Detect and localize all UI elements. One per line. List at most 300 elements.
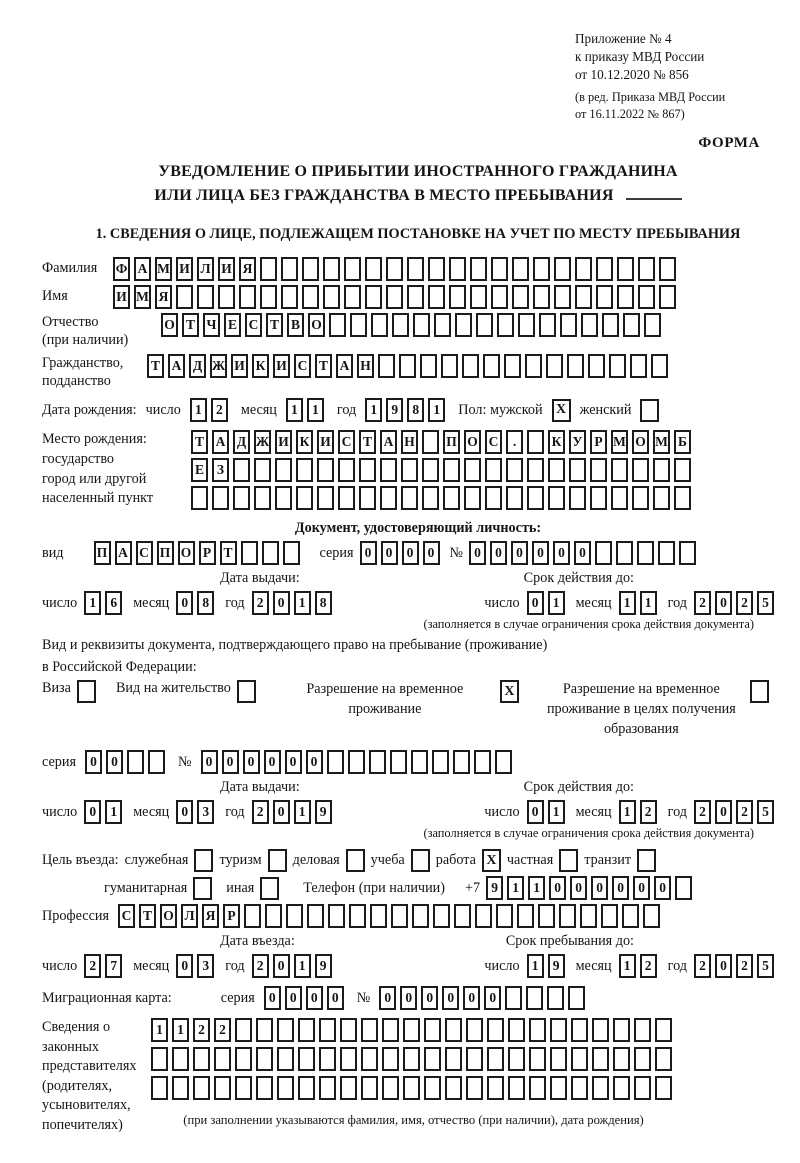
char-box[interactable] [487, 1018, 504, 1042]
char-box[interactable] [504, 354, 521, 378]
char-box[interactable]: 1 [527, 954, 544, 978]
char-box[interactable] [235, 1047, 252, 1071]
char-box[interactable] [328, 904, 345, 928]
char-box[interactable]: 0 [379, 986, 396, 1010]
char-box[interactable] [571, 1018, 588, 1042]
char-box[interactable]: 9 [548, 954, 565, 978]
char-box[interactable] [361, 1076, 378, 1100]
char-box[interactable]: У [569, 430, 586, 454]
char-box[interactable] [533, 257, 550, 281]
char-box[interactable]: 0 [106, 750, 123, 774]
char-box[interactable]: 0 [527, 800, 544, 824]
char-box[interactable] [260, 285, 277, 309]
char-box[interactable] [496, 904, 513, 928]
char-box[interactable] [176, 285, 193, 309]
char-box[interactable] [344, 285, 361, 309]
char-box[interactable]: 0 [285, 986, 302, 1010]
char-box[interactable]: 8 [407, 398, 424, 422]
char-box[interactable] [445, 1018, 462, 1042]
char-box[interactable]: 1 [151, 1018, 168, 1042]
char-box[interactable] [476, 313, 493, 337]
char-box[interactable] [361, 1047, 378, 1071]
char-box[interactable]: Д [233, 430, 250, 454]
char-box[interactable] [390, 750, 407, 774]
char-box[interactable]: 0 [306, 750, 323, 774]
char-box[interactable]: 5 [757, 591, 774, 615]
char-box[interactable]: С [118, 904, 135, 928]
char-box[interactable]: 8 [315, 591, 332, 615]
char-box[interactable] [151, 1047, 168, 1071]
char-box[interactable] [197, 285, 214, 309]
char-box[interactable]: 0 [306, 986, 323, 1010]
char-box[interactable]: Т [191, 430, 208, 454]
char-box[interactable]: 2 [640, 954, 657, 978]
char-box[interactable]: П [157, 541, 174, 565]
char-box[interactable] [277, 1076, 294, 1100]
char-box[interactable] [517, 904, 534, 928]
char-box[interactable]: 0 [176, 800, 193, 824]
char-box[interactable] [403, 1076, 420, 1100]
char-box[interactable] [590, 486, 607, 510]
char-box[interactable] [214, 1076, 231, 1100]
char-box[interactable] [613, 1076, 630, 1100]
char-box[interactable] [533, 285, 550, 309]
purpose-study-checkbox[interactable] [411, 849, 430, 872]
char-box[interactable]: П [443, 430, 460, 454]
char-box[interactable] [601, 904, 618, 928]
char-box[interactable] [454, 904, 471, 928]
char-box[interactable] [424, 1047, 441, 1071]
char-box[interactable] [464, 486, 481, 510]
char-box[interactable]: 0 [633, 876, 650, 900]
char-box[interactable]: О [632, 430, 649, 454]
char-box[interactable]: 1 [507, 876, 524, 900]
char-box[interactable]: М [134, 285, 151, 309]
char-box[interactable] [283, 541, 300, 565]
char-box[interactable] [623, 313, 640, 337]
char-box[interactable] [265, 904, 282, 928]
char-box[interactable]: 0 [442, 986, 459, 1010]
char-box[interactable] [235, 1076, 252, 1100]
char-box[interactable]: 0 [176, 591, 193, 615]
char-box[interactable] [609, 354, 626, 378]
char-box[interactable] [254, 458, 271, 482]
char-box[interactable]: 2 [736, 800, 753, 824]
char-box[interactable]: 5 [757, 954, 774, 978]
char-box[interactable] [491, 257, 508, 281]
char-box[interactable]: 2 [193, 1018, 210, 1042]
char-box[interactable] [296, 458, 313, 482]
char-box[interactable] [611, 458, 628, 482]
char-box[interactable] [679, 541, 696, 565]
char-box[interactable] [241, 541, 258, 565]
char-box[interactable]: М [653, 430, 670, 454]
char-box[interactable] [445, 1047, 462, 1071]
char-box[interactable]: Н [357, 354, 374, 378]
char-box[interactable]: А [336, 354, 353, 378]
char-box[interactable]: 0 [243, 750, 260, 774]
char-box[interactable] [380, 486, 397, 510]
char-box[interactable] [611, 486, 628, 510]
char-box[interactable] [616, 541, 633, 565]
char-box[interactable] [622, 904, 639, 928]
char-box[interactable] [592, 1047, 609, 1071]
char-box[interactable]: Я [155, 285, 172, 309]
char-box[interactable]: М [155, 257, 172, 281]
char-box[interactable] [286, 904, 303, 928]
char-box[interactable]: 0 [222, 750, 239, 774]
char-box[interactable] [508, 1076, 525, 1100]
char-box[interactable] [380, 458, 397, 482]
char-box[interactable]: 0 [273, 591, 290, 615]
char-box[interactable]: 9 [386, 398, 403, 422]
char-box[interactable]: 9 [315, 954, 332, 978]
char-box[interactable] [470, 285, 487, 309]
char-box[interactable] [256, 1018, 273, 1042]
char-box[interactable] [634, 1076, 651, 1100]
char-box[interactable]: О [178, 541, 195, 565]
char-box[interactable]: 0 [612, 876, 629, 900]
char-box[interactable] [483, 354, 500, 378]
char-box[interactable] [485, 458, 502, 482]
purpose-transit-checkbox[interactable] [637, 849, 656, 872]
char-box[interactable]: 0 [201, 750, 218, 774]
char-box[interactable] [547, 986, 564, 1010]
char-box[interactable] [323, 285, 340, 309]
char-box[interactable] [319, 1076, 336, 1100]
char-box[interactable] [613, 1047, 630, 1071]
char-box[interactable] [525, 354, 542, 378]
char-box[interactable] [281, 257, 298, 281]
char-box[interactable] [411, 750, 428, 774]
char-box[interactable] [550, 1047, 567, 1071]
char-box[interactable] [433, 904, 450, 928]
char-box[interactable] [407, 285, 424, 309]
char-box[interactable]: С [245, 313, 262, 337]
char-box[interactable]: 1 [190, 398, 207, 422]
char-box[interactable]: 1 [286, 398, 303, 422]
char-box[interactable] [191, 486, 208, 510]
char-box[interactable] [296, 486, 313, 510]
char-box[interactable]: О [160, 904, 177, 928]
char-box[interactable] [344, 257, 361, 281]
char-box[interactable] [548, 486, 565, 510]
char-box[interactable] [632, 458, 649, 482]
char-box[interactable] [505, 986, 522, 1010]
char-box[interactable] [508, 1047, 525, 1071]
char-box[interactable] [319, 1047, 336, 1071]
char-box[interactable]: 3 [197, 954, 214, 978]
char-box[interactable] [466, 1018, 483, 1042]
char-box[interactable] [527, 430, 544, 454]
char-box[interactable] [466, 1047, 483, 1071]
char-box[interactable]: 1 [619, 954, 636, 978]
char-box[interactable] [560, 313, 577, 337]
purpose-private-checkbox[interactable] [559, 849, 578, 872]
char-box[interactable] [485, 486, 502, 510]
char-box[interactable] [403, 1018, 420, 1042]
char-box[interactable]: З [212, 458, 229, 482]
purpose-work-checkbox[interactable]: X [482, 849, 501, 872]
char-box[interactable] [399, 354, 416, 378]
char-box[interactable]: 0 [654, 876, 671, 900]
char-box[interactable]: К [548, 430, 565, 454]
char-box[interactable] [508, 1018, 525, 1042]
char-box[interactable] [529, 1047, 546, 1071]
char-box[interactable] [651, 354, 668, 378]
char-box[interactable] [298, 1047, 315, 1071]
char-box[interactable]: 2 [736, 954, 753, 978]
char-box[interactable] [329, 313, 346, 337]
temp-residence-checkbox[interactable]: X [500, 680, 519, 703]
char-box[interactable]: 1 [428, 398, 445, 422]
char-box[interactable]: 1 [528, 876, 545, 900]
char-box[interactable] [655, 1018, 672, 1042]
char-box[interactable] [571, 1076, 588, 1100]
char-box[interactable] [193, 1076, 210, 1100]
char-box[interactable]: . [506, 430, 523, 454]
char-box[interactable] [365, 257, 382, 281]
char-box[interactable] [658, 541, 675, 565]
char-box[interactable] [554, 257, 571, 281]
sex-female-checkbox[interactable] [640, 399, 659, 422]
blank-line[interactable] [626, 198, 682, 200]
char-box[interactable] [592, 1076, 609, 1100]
char-box[interactable] [462, 354, 479, 378]
char-box[interactable] [538, 904, 555, 928]
char-box[interactable] [412, 904, 429, 928]
char-box[interactable] [359, 486, 376, 510]
char-box[interactable]: 1 [619, 591, 636, 615]
char-box[interactable]: 1 [548, 800, 565, 824]
char-box[interactable]: 7 [105, 954, 122, 978]
char-box[interactable]: Ж [254, 430, 271, 454]
char-box[interactable]: И [317, 430, 334, 454]
char-box[interactable]: 9 [486, 876, 503, 900]
char-box[interactable] [428, 285, 445, 309]
char-box[interactable] [497, 313, 514, 337]
char-box[interactable] [420, 354, 437, 378]
char-box[interactable] [327, 750, 344, 774]
char-box[interactable]: 0 [285, 750, 302, 774]
char-box[interactable] [212, 486, 229, 510]
char-box[interactable] [569, 458, 586, 482]
char-box[interactable] [317, 486, 334, 510]
char-box[interactable] [487, 1047, 504, 1071]
char-box[interactable]: Т [147, 354, 164, 378]
char-box[interactable] [588, 354, 605, 378]
char-box[interactable]: 0 [381, 541, 398, 565]
char-box[interactable] [602, 313, 619, 337]
char-box[interactable]: 0 [423, 541, 440, 565]
residence-permit-checkbox[interactable] [237, 680, 256, 703]
char-box[interactable]: 0 [402, 541, 419, 565]
char-box[interactable] [371, 313, 388, 337]
char-box[interactable]: А [380, 430, 397, 454]
char-box[interactable] [567, 354, 584, 378]
char-box[interactable]: 0 [715, 954, 732, 978]
char-box[interactable]: 1 [640, 591, 657, 615]
char-box[interactable] [424, 1076, 441, 1100]
char-box[interactable]: 0 [532, 541, 549, 565]
char-box[interactable]: Л [181, 904, 198, 928]
char-box[interactable] [455, 313, 472, 337]
char-box[interactable] [634, 1047, 651, 1071]
char-box[interactable] [539, 313, 556, 337]
char-box[interactable] [613, 1018, 630, 1042]
char-box[interactable]: 2 [252, 954, 269, 978]
char-box[interactable] [275, 458, 292, 482]
char-box[interactable]: 0 [553, 541, 570, 565]
char-box[interactable]: 1 [619, 800, 636, 824]
char-box[interactable] [617, 257, 634, 281]
char-box[interactable]: 0 [591, 876, 608, 900]
purpose-tourism-checkbox[interactable] [268, 849, 287, 872]
char-box[interactable]: Ч [203, 313, 220, 337]
char-box[interactable]: 8 [197, 591, 214, 615]
char-box[interactable]: Т [315, 354, 332, 378]
char-box[interactable] [302, 257, 319, 281]
char-box[interactable] [298, 1018, 315, 1042]
char-box[interactable] [495, 750, 512, 774]
char-box[interactable] [596, 285, 613, 309]
char-box[interactable] [487, 1076, 504, 1100]
char-box[interactable]: И [273, 354, 290, 378]
char-box[interactable] [595, 541, 612, 565]
char-box[interactable]: Ж [210, 354, 227, 378]
char-box[interactable]: 0 [574, 541, 591, 565]
char-box[interactable]: С [294, 354, 311, 378]
char-box[interactable] [441, 354, 458, 378]
char-box[interactable] [218, 285, 235, 309]
char-box[interactable] [317, 458, 334, 482]
char-box[interactable] [559, 904, 576, 928]
char-box[interactable]: 0 [463, 986, 480, 1010]
char-box[interactable] [638, 257, 655, 281]
char-box[interactable]: 0 [273, 800, 290, 824]
char-box[interactable] [172, 1076, 189, 1100]
char-box[interactable]: 1 [307, 398, 324, 422]
char-box[interactable] [365, 285, 382, 309]
visa-checkbox[interactable] [77, 680, 96, 703]
char-box[interactable] [443, 458, 460, 482]
char-box[interactable] [275, 486, 292, 510]
char-box[interactable]: 1 [294, 591, 311, 615]
char-box[interactable] [569, 486, 586, 510]
char-box[interactable] [526, 986, 543, 1010]
char-box[interactable] [659, 285, 676, 309]
char-box[interactable] [617, 285, 634, 309]
char-box[interactable] [350, 313, 367, 337]
char-box[interactable] [413, 313, 430, 337]
char-box[interactable]: 0 [264, 750, 281, 774]
char-box[interactable]: И [218, 257, 235, 281]
char-box[interactable] [655, 1047, 672, 1071]
char-box[interactable] [506, 458, 523, 482]
char-box[interactable]: 2 [211, 398, 228, 422]
char-box[interactable] [581, 313, 598, 337]
char-box[interactable] [575, 285, 592, 309]
char-box[interactable] [422, 486, 439, 510]
char-box[interactable]: В [287, 313, 304, 337]
char-box[interactable]: 6 [105, 591, 122, 615]
char-box[interactable] [655, 1076, 672, 1100]
char-box[interactable]: 2 [214, 1018, 231, 1042]
char-box[interactable]: 5 [757, 800, 774, 824]
char-box[interactable] [443, 486, 460, 510]
purpose-business-checkbox[interactable] [346, 849, 365, 872]
char-box[interactable]: 2 [694, 954, 711, 978]
char-box[interactable]: 2 [252, 800, 269, 824]
char-box[interactable] [235, 1018, 252, 1042]
char-box[interactable]: 2 [252, 591, 269, 615]
char-box[interactable] [428, 257, 445, 281]
char-box[interactable]: 0 [484, 986, 501, 1010]
char-box[interactable]: 0 [176, 954, 193, 978]
char-box[interactable] [348, 750, 365, 774]
char-box[interactable]: 0 [360, 541, 377, 565]
char-box[interactable]: С [136, 541, 153, 565]
char-box[interactable]: Л [197, 257, 214, 281]
char-box[interactable]: 0 [327, 986, 344, 1010]
purpose-other-checkbox[interactable] [260, 877, 279, 900]
char-box[interactable] [340, 1047, 357, 1071]
char-box[interactable]: 0 [511, 541, 528, 565]
char-box[interactable]: Б [674, 430, 691, 454]
char-box[interactable] [506, 486, 523, 510]
char-box[interactable] [546, 354, 563, 378]
char-box[interactable] [369, 750, 386, 774]
char-box[interactable] [674, 458, 691, 482]
char-box[interactable]: 1 [548, 591, 565, 615]
char-box[interactable] [401, 486, 418, 510]
char-box[interactable] [466, 1076, 483, 1100]
char-box[interactable] [527, 458, 544, 482]
char-box[interactable]: 0 [570, 876, 587, 900]
char-box[interactable] [659, 257, 676, 281]
char-box[interactable] [529, 1018, 546, 1042]
char-box[interactable] [391, 904, 408, 928]
char-box[interactable] [643, 904, 660, 928]
char-box[interactable]: И [275, 430, 292, 454]
char-box[interactable] [392, 313, 409, 337]
char-box[interactable] [568, 986, 585, 1010]
char-box[interactable] [424, 1018, 441, 1042]
char-box[interactable]: М [611, 430, 628, 454]
char-box[interactable] [338, 458, 355, 482]
char-box[interactable] [281, 285, 298, 309]
char-box[interactable]: К [296, 430, 313, 454]
char-box[interactable]: А [134, 257, 151, 281]
char-box[interactable]: 0 [84, 800, 101, 824]
char-box[interactable] [554, 285, 571, 309]
char-box[interactable] [634, 1018, 651, 1042]
char-box[interactable] [575, 257, 592, 281]
char-box[interactable]: О [161, 313, 178, 337]
char-box[interactable]: 0 [400, 986, 417, 1010]
char-box[interactable]: 3 [197, 800, 214, 824]
char-box[interactable]: О [464, 430, 481, 454]
char-box[interactable] [590, 458, 607, 482]
char-box[interactable]: 1 [105, 800, 122, 824]
char-box[interactable]: 1 [172, 1018, 189, 1042]
char-box[interactable]: С [485, 430, 502, 454]
char-box[interactable] [571, 1047, 588, 1071]
char-box[interactable] [256, 1076, 273, 1100]
char-box[interactable] [244, 904, 261, 928]
char-box[interactable]: 1 [84, 591, 101, 615]
char-box[interactable]: Д [189, 354, 206, 378]
